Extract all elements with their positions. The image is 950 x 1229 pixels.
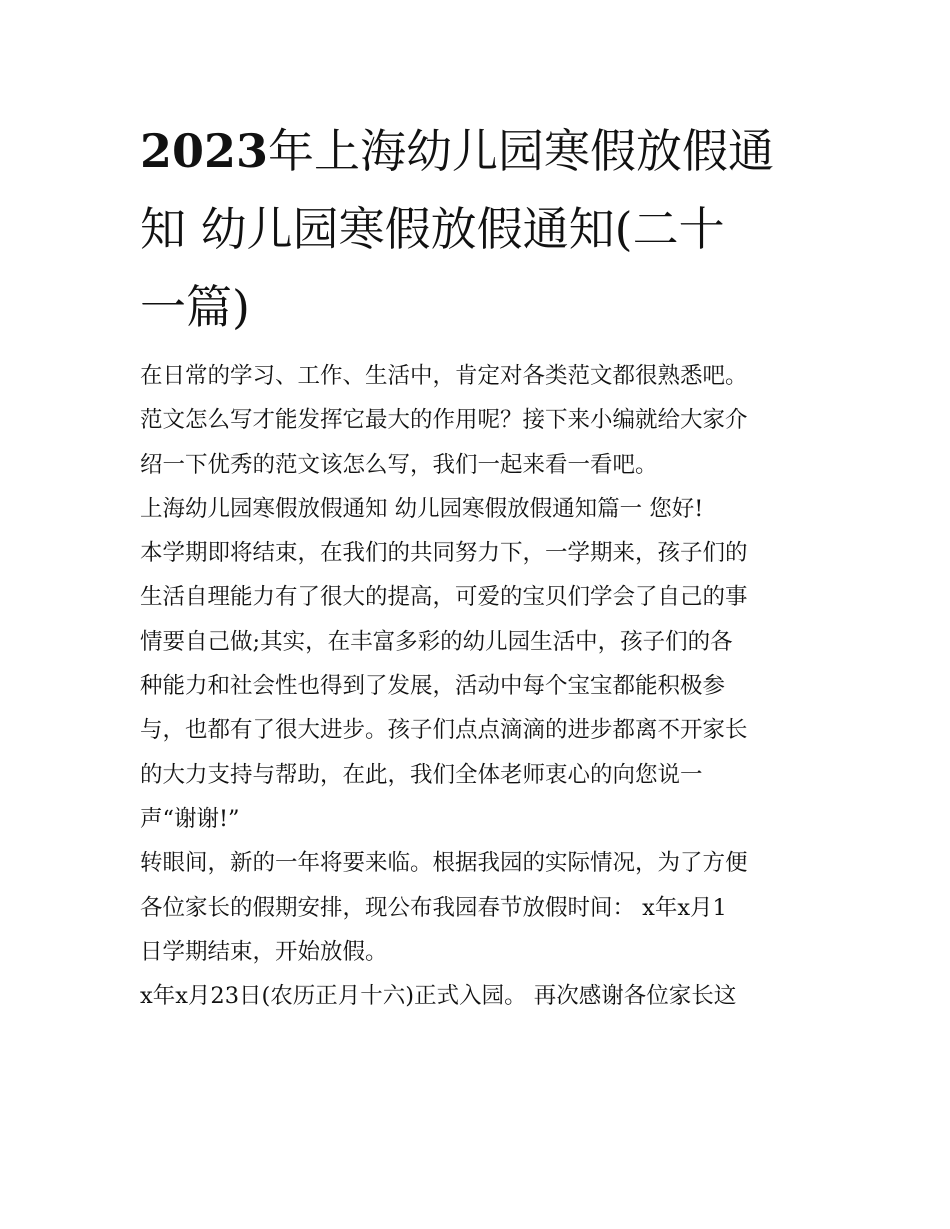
body-line: 日学期结束，开始放假。: [140, 938, 388, 965]
title-line-2-text: 知 幼儿园寒假放假通知(二十: [140, 202, 725, 256]
document-page: [140, 112, 820, 1018]
title-line-3-text: 一篇): [140, 280, 250, 334]
body-line: 与，也都有了很大进步。孩子们点点滴滴的进步都离不开家长: [140, 717, 748, 744]
body-line: 的大力支持与帮助，在此，我们全体老师衷心的向您说一: [140, 761, 703, 788]
document-title: [140, 112, 820, 346]
document-body: [140, 354, 820, 1018]
body-line: 各位家长的假期安排，现公布我园春节放假时间： x年x月1: [140, 894, 727, 921]
body-line: 绍一下优秀的范文该怎么写，我们一起来看一看吧。: [140, 451, 658, 478]
body-line: 种能力和社会性也得到了发展，活动中每个宝宝都能积极参: [140, 673, 726, 700]
title-line-3: [140, 268, 820, 346]
body-line: x年x月23日(农历正月十六)正式入园。 再次感谢各位家长这: [140, 983, 737, 1010]
title-line-1: [140, 112, 820, 190]
body-line: 范文怎么写才能发挥它最大的作用呢？接下来小编就给大家介: [140, 407, 748, 434]
title-year: 2023: [140, 124, 269, 178]
body-line: 转眼间，新的一年将要来临。根据我园的实际情况，为了方便: [140, 850, 748, 877]
body-line: 生活自理能力有了很大的提高，可爱的宝贝们学会了自己的事: [140, 584, 748, 611]
title-line-2: [140, 190, 820, 268]
body-line: 上海幼儿园寒假放假通知 幼儿园寒假放假通知篇一 您好!: [140, 495, 704, 522]
body-line: 在日常的学习、工作、生活中，肯定对各类范文都很熟悉吧。: [140, 363, 748, 389]
title-line-1-text: 年上海幼儿园寒假放假通: [268, 124, 775, 178]
body-line: 声“谢谢!”: [140, 805, 240, 832]
body-line: 情要自己做;其实，在丰富多彩的幼儿园生活中，孩子们的各: [140, 628, 733, 655]
body-line: 本学期即将结束，在我们的共同努力下，一学期来，孩子们的: [140, 540, 748, 567]
